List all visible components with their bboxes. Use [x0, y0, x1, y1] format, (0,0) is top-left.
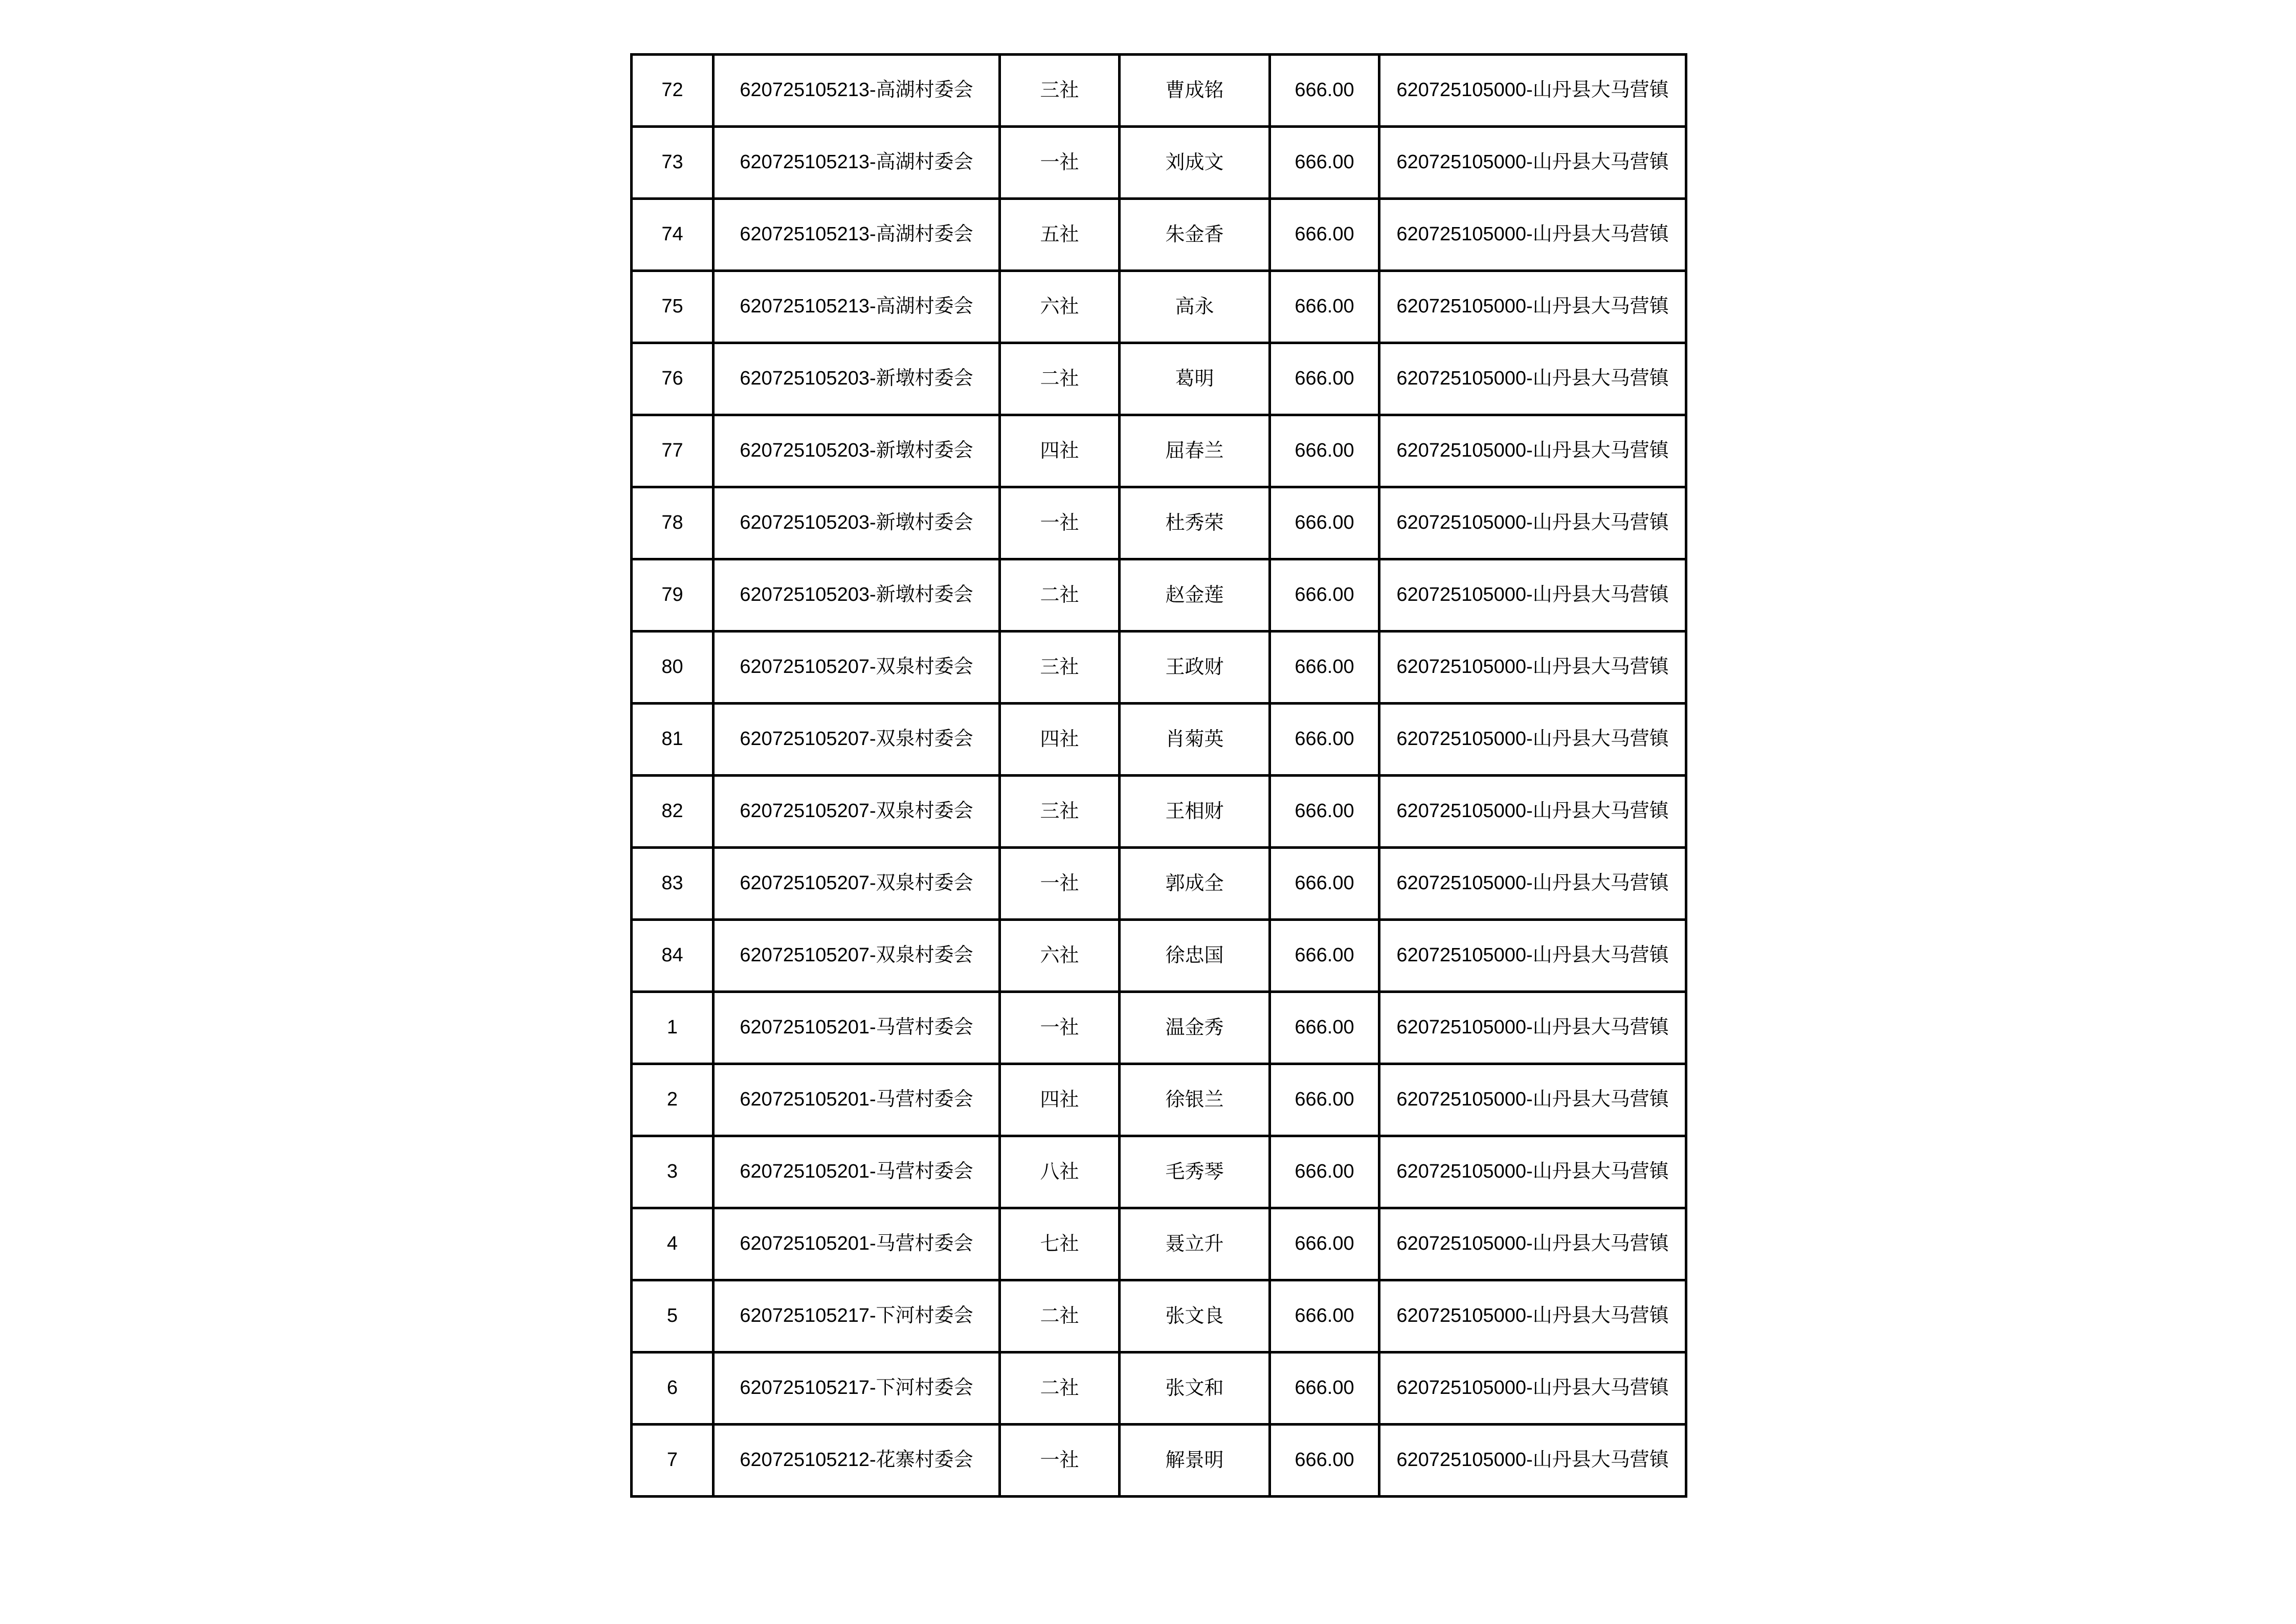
- cell-village-committee: 620725105213-高湖村委会: [714, 55, 1000, 127]
- cell-village-committee: 620725105207-双泉村委会: [714, 631, 1000, 704]
- cell-amount: 666.00: [1270, 199, 1379, 271]
- cell-amount: 666.00: [1270, 631, 1379, 704]
- cell-village-group: 七社: [1000, 1208, 1120, 1280]
- cell-village-committee: 620725105201-马营村委会: [714, 1136, 1000, 1208]
- cell-amount: 666.00: [1270, 1352, 1379, 1425]
- table-row: [632, 1064, 1686, 1136]
- table-row: [632, 1280, 1686, 1352]
- cell-village-committee: 620725105203-新墩村委会: [714, 343, 1000, 415]
- cell-person-name: 屈春兰: [1120, 415, 1270, 487]
- table-row: [632, 271, 1686, 343]
- table-row: [632, 1352, 1686, 1425]
- cell-amount: 666.00: [1270, 1425, 1379, 1497]
- cell-village-group: 三社: [1000, 631, 1120, 704]
- cell-village-group: 八社: [1000, 1136, 1120, 1208]
- cell-amount: 666.00: [1270, 1064, 1379, 1136]
- table-row: [632, 415, 1686, 487]
- cell-village-committee: 620725105207-双泉村委会: [714, 704, 1000, 776]
- cell-village-group: 二社: [1000, 559, 1120, 631]
- table-row: [632, 199, 1686, 271]
- cell-township: 620725105000-山丹县大马营镇: [1379, 992, 1686, 1064]
- cell-village-committee: 620725105217-下河村委会: [714, 1352, 1000, 1425]
- table-row: [632, 1208, 1686, 1280]
- cell-village-committee: 620725105212-花寨村委会: [714, 1425, 1000, 1497]
- cell-serial-number: 83: [632, 848, 714, 920]
- cell-township: 620725105000-山丹县大马营镇: [1379, 631, 1686, 704]
- cell-township: 620725105000-山丹县大马营镇: [1379, 271, 1686, 343]
- cell-village-committee: 620725105213-高湖村委会: [714, 271, 1000, 343]
- cell-person-name: 毛秀琴: [1120, 1136, 1270, 1208]
- cell-amount: 666.00: [1270, 704, 1379, 776]
- cell-township: 620725105000-山丹县大马营镇: [1379, 199, 1686, 271]
- cell-person-name: 高永: [1120, 271, 1270, 343]
- cell-township: 620725105000-山丹县大马营镇: [1379, 776, 1686, 848]
- cell-village-group: 二社: [1000, 343, 1120, 415]
- cell-village-committee: 620725105207-双泉村委会: [714, 920, 1000, 992]
- cell-serial-number: 72: [632, 55, 714, 127]
- cell-village-committee: 620725105217-下河村委会: [714, 1280, 1000, 1352]
- roster-table: [630, 53, 1687, 1498]
- roster-table-body: [632, 55, 1686, 1497]
- table-row: [632, 1425, 1686, 1497]
- cell-village-group: 一社: [1000, 1425, 1120, 1497]
- cell-amount: 666.00: [1270, 415, 1379, 487]
- cell-township: 620725105000-山丹县大马营镇: [1379, 848, 1686, 920]
- cell-village-committee: 620725105201-马营村委会: [714, 1208, 1000, 1280]
- table-row: [632, 920, 1686, 992]
- cell-serial-number: 78: [632, 487, 714, 559]
- cell-person-name: 张文和: [1120, 1352, 1270, 1425]
- cell-village-committee: 620725105201-马营村委会: [714, 1064, 1000, 1136]
- cell-person-name: 张文良: [1120, 1280, 1270, 1352]
- cell-person-name: 刘成文: [1120, 127, 1270, 199]
- cell-person-name: 聂立升: [1120, 1208, 1270, 1280]
- cell-village-committee: 620725105203-新墩村委会: [714, 487, 1000, 559]
- cell-township: 620725105000-山丹县大马营镇: [1379, 1208, 1686, 1280]
- cell-village-group: 四社: [1000, 704, 1120, 776]
- cell-amount: 666.00: [1270, 920, 1379, 992]
- cell-serial-number: 81: [632, 704, 714, 776]
- cell-amount: 666.00: [1270, 1208, 1379, 1280]
- cell-person-name: 徐忠国: [1120, 920, 1270, 992]
- cell-serial-number: 79: [632, 559, 714, 631]
- cell-amount: 666.00: [1270, 55, 1379, 127]
- cell-village-committee: 620725105203-新墩村委会: [714, 415, 1000, 487]
- table-row: [632, 631, 1686, 704]
- table-row: [632, 127, 1686, 199]
- cell-person-name: 徐银兰: [1120, 1064, 1270, 1136]
- cell-person-name: 解景明: [1120, 1425, 1270, 1497]
- cell-village-group: 一社: [1000, 127, 1120, 199]
- table-row: [632, 343, 1686, 415]
- cell-person-name: 肖菊英: [1120, 704, 1270, 776]
- cell-township: 620725105000-山丹县大马营镇: [1379, 1425, 1686, 1497]
- cell-person-name: 赵金莲: [1120, 559, 1270, 631]
- cell-serial-number: 84: [632, 920, 714, 992]
- cell-township: 620725105000-山丹县大马营镇: [1379, 415, 1686, 487]
- cell-person-name: 王政财: [1120, 631, 1270, 704]
- cell-village-group: 二社: [1000, 1352, 1120, 1425]
- cell-serial-number: 3: [632, 1136, 714, 1208]
- cell-village-group: 六社: [1000, 920, 1120, 992]
- cell-person-name: 郭成全: [1120, 848, 1270, 920]
- cell-person-name: 温金秀: [1120, 992, 1270, 1064]
- table-row: [632, 55, 1686, 127]
- table-row: [632, 992, 1686, 1064]
- cell-amount: 666.00: [1270, 343, 1379, 415]
- cell-amount: 666.00: [1270, 127, 1379, 199]
- cell-serial-number: 4: [632, 1208, 714, 1280]
- cell-serial-number: 74: [632, 199, 714, 271]
- cell-township: 620725105000-山丹县大马营镇: [1379, 1352, 1686, 1425]
- cell-amount: 666.00: [1270, 1136, 1379, 1208]
- cell-amount: 666.00: [1270, 487, 1379, 559]
- cell-village-group: 四社: [1000, 1064, 1120, 1136]
- cell-amount: 666.00: [1270, 848, 1379, 920]
- cell-township: 620725105000-山丹县大马营镇: [1379, 1136, 1686, 1208]
- cell-serial-number: 82: [632, 776, 714, 848]
- cell-township: 620725105000-山丹县大马营镇: [1379, 343, 1686, 415]
- cell-village-group: 六社: [1000, 271, 1120, 343]
- cell-person-name: 杜秀荣: [1120, 487, 1270, 559]
- cell-amount: 666.00: [1270, 1280, 1379, 1352]
- cell-serial-number: 2: [632, 1064, 714, 1136]
- cell-amount: 666.00: [1270, 271, 1379, 343]
- cell-amount: 666.00: [1270, 776, 1379, 848]
- cell-serial-number: 77: [632, 415, 714, 487]
- cell-serial-number: 5: [632, 1280, 714, 1352]
- cell-person-name: 王相财: [1120, 776, 1270, 848]
- cell-township: 620725105000-山丹县大马营镇: [1379, 487, 1686, 559]
- cell-township: 620725105000-山丹县大马营镇: [1379, 559, 1686, 631]
- cell-serial-number: 6: [632, 1352, 714, 1425]
- cell-village-group: 一社: [1000, 848, 1120, 920]
- table-row: [632, 776, 1686, 848]
- cell-township: 620725105000-山丹县大马营镇: [1379, 920, 1686, 992]
- table-row: [632, 559, 1686, 631]
- cell-village-committee: 620725105213-高湖村委会: [714, 127, 1000, 199]
- cell-village-committee: 620725105207-双泉村委会: [714, 776, 1000, 848]
- cell-amount: 666.00: [1270, 559, 1379, 631]
- table-row: [632, 848, 1686, 920]
- cell-person-name: 曹成铭: [1120, 55, 1270, 127]
- cell-township: 620725105000-山丹县大马营镇: [1379, 1280, 1686, 1352]
- table-row: [632, 1136, 1686, 1208]
- table-row: [632, 704, 1686, 776]
- cell-serial-number: 76: [632, 343, 714, 415]
- cell-village-group: 三社: [1000, 55, 1120, 127]
- cell-township: 620725105000-山丹县大马营镇: [1379, 127, 1686, 199]
- cell-village-committee: 620725105203-新墩村委会: [714, 559, 1000, 631]
- table-row: [632, 487, 1686, 559]
- cell-serial-number: 80: [632, 631, 714, 704]
- cell-person-name: 葛明: [1120, 343, 1270, 415]
- cell-serial-number: 75: [632, 271, 714, 343]
- cell-serial-number: 1: [632, 992, 714, 1064]
- cell-township: 620725105000-山丹县大马营镇: [1379, 1064, 1686, 1136]
- cell-serial-number: 73: [632, 127, 714, 199]
- cell-person-name: 朱金香: [1120, 199, 1270, 271]
- cell-township: 620725105000-山丹县大马营镇: [1379, 704, 1686, 776]
- cell-village-committee: 620725105201-马营村委会: [714, 992, 1000, 1064]
- cell-amount: 666.00: [1270, 992, 1379, 1064]
- cell-village-group: 一社: [1000, 992, 1120, 1064]
- cell-village-committee: 620725105207-双泉村委会: [714, 848, 1000, 920]
- cell-village-group: 三社: [1000, 776, 1120, 848]
- cell-serial-number: 7: [632, 1425, 714, 1497]
- cell-village-group: 五社: [1000, 199, 1120, 271]
- cell-township: 620725105000-山丹县大马营镇: [1379, 55, 1686, 127]
- cell-village-committee: 620725105213-高湖村委会: [714, 199, 1000, 271]
- cell-village-group: 四社: [1000, 415, 1120, 487]
- cell-village-group: 一社: [1000, 487, 1120, 559]
- cell-village-group: 二社: [1000, 1280, 1120, 1352]
